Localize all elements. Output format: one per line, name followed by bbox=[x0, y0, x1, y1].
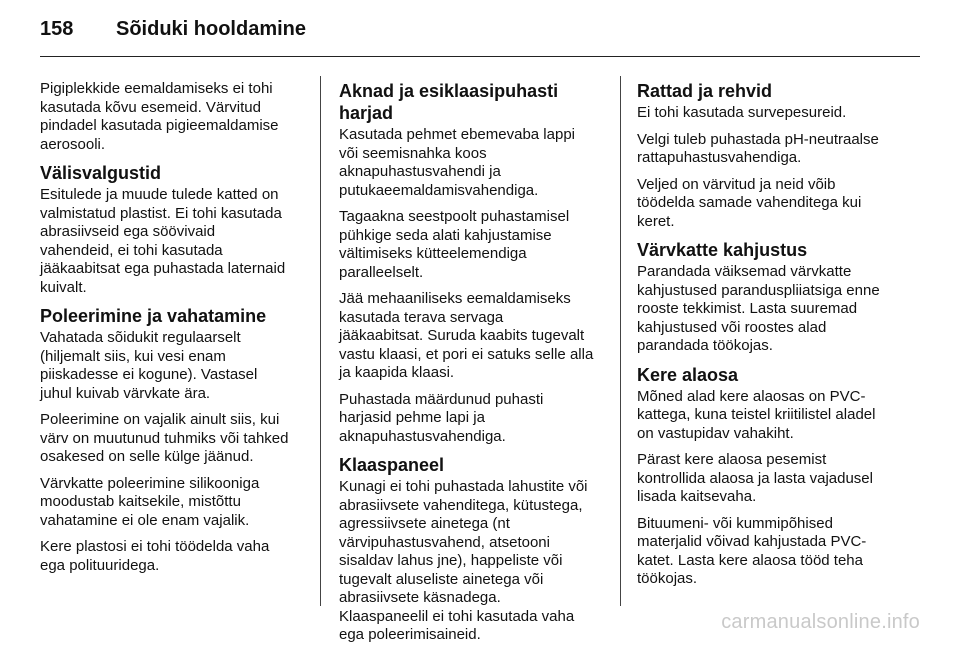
paragraph: Pärast kere alaosa pesemist kontrollida alaosa ja lasta vajadusel lisada kaitsevaha. bbox=[637, 451, 873, 505]
paragraph: Kunagi ei tohi puhastada lahustite või abrasiivsete vahenditega, kütustega, agressiivsete ainetega (nt värvipuhastusvahend, atsetooni sisaldav lahus jne), happeliste või tugevalt aluseliste ainetega või abrasiivsete käsnadega. Klaaspaneelil ei tohi kasutada vaha ega poleerimisaineid. bbox=[339, 478, 588, 643]
header-rule bbox=[40, 56, 920, 57]
section-heading: Klaaspaneel bbox=[339, 455, 445, 475]
section-heading: Välisvalgustid bbox=[40, 163, 162, 183]
paragraph: Puhastada määrdunud puhasti harjasid pehme lapi ja aknapuhastusvahendiga. bbox=[339, 390, 544, 445]
column-3 bbox=[637, 80, 917, 597]
column-divider-1 bbox=[320, 76, 321, 606]
paragraph: Värvkatte poleerimine silikooniga moodustab kaitsekile, mistõttu vahatamine ei ole enam vajalik. bbox=[40, 474, 260, 529]
section-heading: Poleerimine ja vahatamine bbox=[40, 306, 267, 326]
paragraph: Pigiplekkide eemaldamiseks ei tohi kasutada kõvu esemeid. Värvitud pindadel kasutada pigieemaldamise aerosooli. bbox=[40, 80, 279, 153]
section-heading: Värvkatte kahjustus bbox=[637, 240, 808, 260]
column-1 bbox=[40, 80, 312, 583]
page-number: 158 bbox=[40, 18, 74, 40]
page-title: Sõiduki hooldamine bbox=[116, 18, 307, 40]
section-heading: Rattad ja rehvid bbox=[637, 81, 773, 101]
paragraph: Bituumeni- või kummipõhised materjalid võivad kahjustada PVC- katet. Lasta kere alaosa tööd teha töökojas. bbox=[637, 514, 867, 587]
paragraph: Tagaakna seestpoolt puhastamisel pühkige seda alati kahjustamise vältimiseks kütteelemendiga paralleelselt. bbox=[339, 208, 570, 281]
paragraph: Jää mehaaniliseks eemaldamiseks kasutada terava servaga jääkaabitsat. Suruda kaabits tugevalt vastu klaasi, et pori ei satuks selle alla ja kaapida klaasi. bbox=[339, 290, 594, 381]
paragraph: Parandada väiksemad värvkatte kahjustused paranduspliiatsiga enne rooste tekkimist. Lasta suuremad kahjustused või roostes alad parandada töökojas. bbox=[637, 263, 880, 354]
paragraph: Kasutada pehmet ebemevaba lappi või seemisnahka koos aknapuhastusvahendi ja putukaeemaldamisvahendiga. bbox=[339, 126, 576, 199]
paragraph: Mõned alad kere alaosas on PVC- kattega, kuna teistel kriitilistel aladel on vastupidav vahakiht. bbox=[637, 387, 876, 442]
section-heading: Aknad ja esiklaasipuhasti harjad bbox=[339, 81, 559, 123]
paragraph: Ei tohi kasutada survepesureid. bbox=[637, 104, 847, 121]
column-divider-2 bbox=[620, 76, 621, 606]
paragraph: Velgi tuleb puhastada pH-neutraalse rattapuhastusvahendiga. bbox=[637, 130, 879, 166]
paragraph: Esitulede ja muude tulede katted on valmistatud plastist. Ei tohi kasutada abrasiivseid ega söövivaid vahendeid, ei tohi kasutada jääkaabitsat ega puhastada laternaid kuivalt. bbox=[40, 186, 286, 296]
paragraph: Vahatada sõidukit regulaarselt (hiljemalt siis, kui vesi enam piiskadesse ei kogune). Vastasel juhul kuivab värvkate ära. bbox=[40, 329, 258, 402]
paragraph: Veljed on värvitud ja neid võib töödelda samade vahenditega kui keret. bbox=[637, 175, 862, 230]
section-heading: Kere alaosa bbox=[637, 364, 739, 385]
paragraph: Poleerimine on vajalik ainult siis, kui värv on muutunud tuhmiks või tahked osakesed on selle külge jäänud. bbox=[40, 411, 289, 465]
watermark-text: carmanualsonline.info bbox=[721, 611, 920, 633]
paragraph: Kere plastosi ei tohi töödelda vaha ega polituuridega. bbox=[40, 538, 270, 574]
page-header bbox=[40, 18, 306, 48]
column-2 bbox=[339, 80, 609, 653]
